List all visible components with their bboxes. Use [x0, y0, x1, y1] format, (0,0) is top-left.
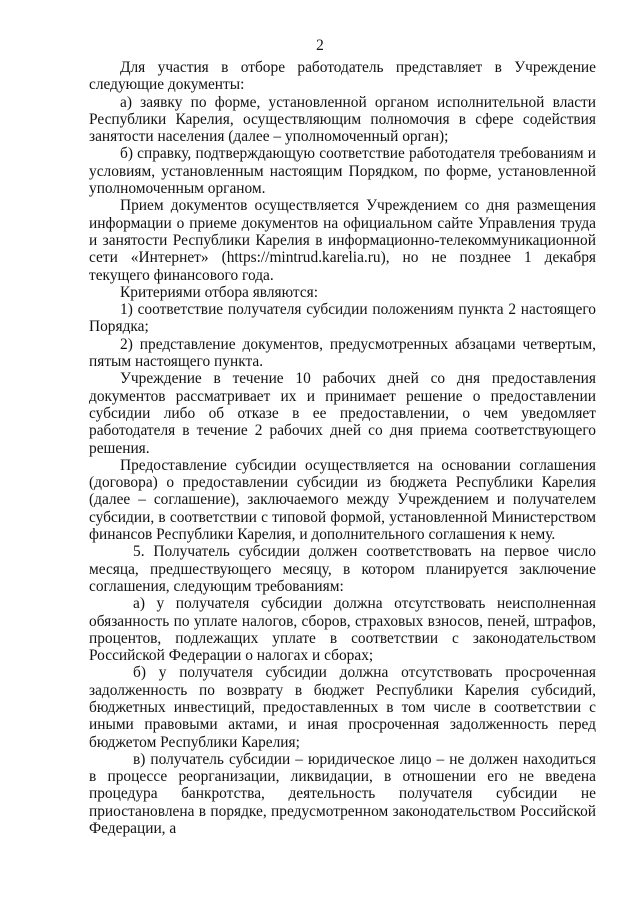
paragraph-criterion-1: 1) соответствие получателя субсидии положениям пункта 2 настоящего Порядка;	[89, 301, 596, 336]
paragraph-selection-criteria: Критериями отбора являются:	[120, 283, 319, 301]
document-body	[89, 59, 596, 837]
paragraph-item-a-application: а) заявку по форме, установленной органом исполнительной власти Республики Карелия, осуществляющим полномочия в сфере содействия занятости населения (далее – уполномоченный орган);	[89, 93, 596, 146]
paragraph-review-period: Учреждение в течение 10 рабочих дней со дня предоставления документов рассматривает их и принимает решение о предоставлении субсидии либо об отказе в ее предоставлении, о чем уведомляет работодателя в течение 2 рабочих дней со дня приема соответствующего решения.	[89, 370, 596, 457]
paragraph-agreement-basis: Предоставление субсидии осуществляется на основании соглашения (договора) о предоставлении субсидии из бюджета Республики Карелия (далее – соглашение), заключаемого между Учреждением и получателем субсидии, в соответствии с типовой формой, установленной Министерством финансов Республики Карелия, и дополнительного соглашения к нему.	[89, 456, 596, 544]
paragraph-requirement-c: в) получатель субсидии – юридическое лицо – не должен находиться в процессе реорганизации, ликвидации, в отношении его не введена процедура банкротства, деятельность получателя субсидии не приостановлена в порядке, предусмотренном законодательством Российской Федерации, а	[89, 750, 596, 838]
paragraph-requirement-b: б) у получателя субсидии должна отсутствовать просроченная задолженность по возврату в бюджет Республики Карелия субсидий, бюджетных инвестиций, предоставленных в том числе в соответствии с иными правовыми актами, и иная просроченная задолженность перед бюджетом Республики Карелия;	[89, 664, 596, 751]
paragraph-intro: Для участия в отборе работодатель представляет в Учреждение следующие документы:	[89, 59, 596, 94]
paragraph-document-intake: Прием документов осуществляется Учреждением со дня размещения информации о приеме документов на официальном сайте Управления труда и занятости Республики Карелия в информационно-телекоммуникационной сети «Интернет» (https://mintrud.karelia.ru), но не позднее 1 декабря текущего финансового года.	[89, 197, 596, 284]
paragraph-criterion-2: 2) представление документов, предусмотренных абзацами четвертым, пятым настоящего пункта.	[89, 335, 596, 371]
page-number: 2	[316, 37, 324, 54]
paragraph-requirement-a: а) у получателя субсидии должна отсутствовать неисполненная обязанность по уплате налогов, сборов, страховых взносов, пеней, штрафов, процентов, подлежащих уплате в соответствии с законодательством Российской Федерации о налогах и сборах;	[89, 595, 596, 665]
paragraph-clause-5: 5. Получатель субсидии должен соответствовать на первое число месяца, предшествующего месяцу, в котором планируется заключение соглашения, следующим требованиям:	[89, 543, 596, 595]
paragraph-item-b-certificate: б) справку, подтверждающую соответствие работодателя требованиям и условиям, установленным настоящим Порядком, по форме, установленной уполномоченным органом.	[89, 145, 596, 198]
